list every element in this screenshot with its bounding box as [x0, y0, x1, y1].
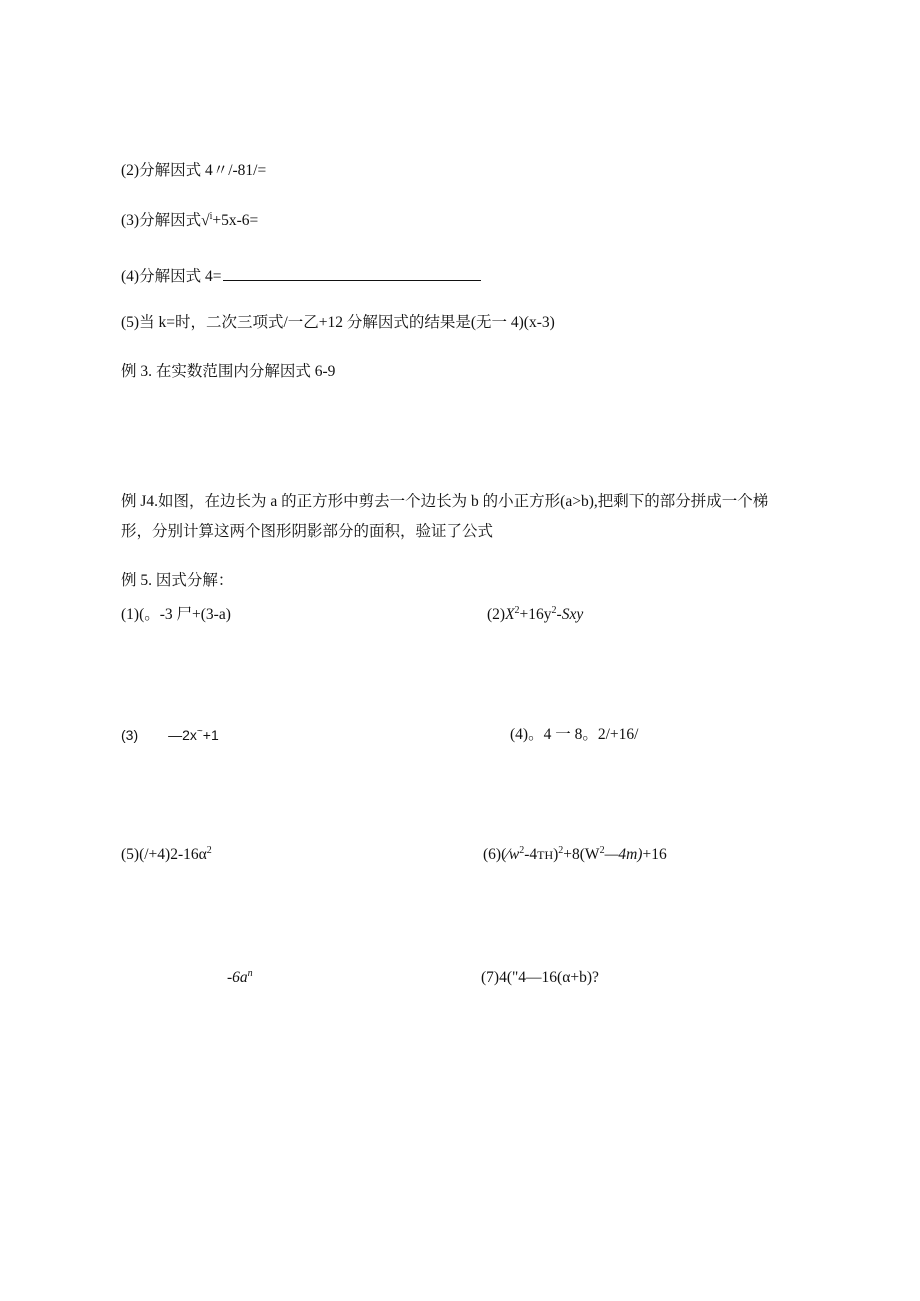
problem-3-label: (3)分解因式 — [121, 212, 202, 229]
problem-2: (2)分解因式 4〃/-81/= — [121, 162, 267, 179]
example-5-item-1: (1)(。-3 尸+(3-a) — [121, 606, 231, 623]
problem-3 — [121, 211, 258, 231]
item-6-exp-3: 2 — [599, 845, 605, 856]
example-5-item-2 — [487, 605, 583, 625]
item-6-exp-1: 2 — [519, 845, 525, 856]
item-6-plus8: +8(W — [563, 846, 600, 863]
example-5-heading: 例 5. 因式分解： — [121, 572, 234, 589]
item-5-main: (5)(/+4)2-16α — [121, 846, 207, 863]
item-6-close: ) — [553, 846, 559, 863]
item-2-mid: +16y — [519, 606, 552, 623]
answer-blank — [223, 266, 481, 281]
radical-symbol: √ — [201, 212, 210, 229]
example-5-item-6 — [483, 845, 667, 865]
example-4-line-2: 形，分别计算这两个图形阴影部分的面积，验证了公式 — [121, 523, 494, 540]
item-2-label: (2) — [487, 606, 506, 623]
item-3-tail: +1 — [202, 727, 219, 743]
item-6-exp-2: 2 — [558, 845, 564, 856]
example-3: 例 3. 在实数范围内分解因式 6-9 — [121, 363, 336, 380]
radical-index: i — [209, 211, 213, 222]
example-5-item-7: (7)4("4—16(α+b)? — [481, 969, 599, 986]
example-4-line-1: 例 J4.如图，在边长为 a 的正方形中剪去一个边长为 b 的小正方形(a>b),把剩下的部分拼成一个梯 — [121, 493, 769, 510]
item-2-sxy: Sxy — [561, 606, 584, 623]
item-2-exp-2: 2 — [551, 605, 557, 616]
item-3-tilde: ~ — [196, 726, 203, 737]
item-6-tail: +16 — [642, 846, 667, 863]
item-5-exp: 2 — [206, 845, 212, 856]
problem-3-tail: +5x-6= — [212, 212, 259, 229]
example-5-item-5 — [121, 845, 212, 865]
item-3-main: —2x — [168, 727, 197, 743]
item-6-open: (6)( — [483, 846, 507, 863]
item-6-th: TH — [537, 848, 554, 862]
problem-5: (5)当 k=时，二次三项式/一乙+12 分解因式的结果是(无一 4)(x-3) — [121, 314, 555, 331]
example-5-item-4: (4)。4 一 8。2/+16/ — [510, 726, 639, 743]
item-6-w: ⁄w — [506, 846, 520, 863]
example-5-item-7-left — [227, 968, 253, 988]
problem-4 — [121, 266, 481, 287]
item-2-minus: - — [556, 606, 562, 623]
item-2-x: X — [505, 606, 515, 623]
example-5-item-3 — [121, 725, 219, 745]
item-2-exp-1: 2 — [514, 605, 520, 616]
item-7-left-main: -6a — [227, 969, 248, 986]
item-6-4m: —4m) — [604, 846, 643, 863]
item-3-label: (3) — [121, 727, 139, 743]
problem-4-label: (4)分解因式 4= — [121, 268, 222, 285]
item-6-minus4: -4 — [524, 846, 538, 863]
item-7-left-exp: n — [247, 968, 253, 979]
